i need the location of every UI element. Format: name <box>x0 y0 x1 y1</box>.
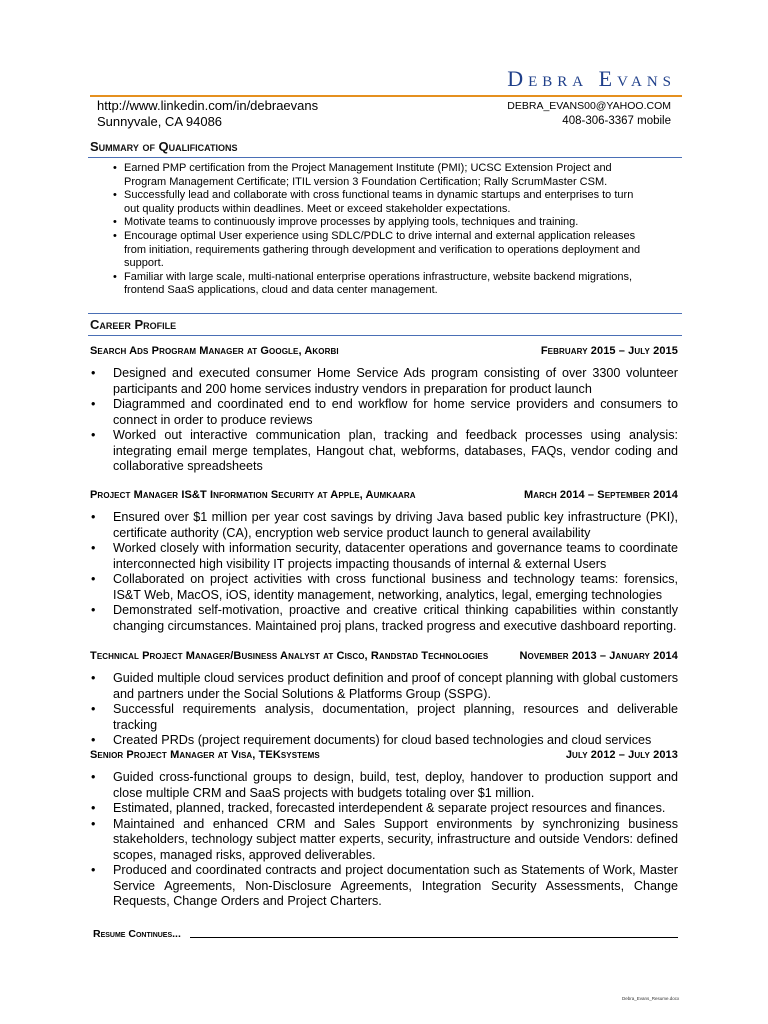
job-header <box>90 650 678 662</box>
job-header <box>90 749 678 761</box>
contact-right <box>507 99 671 129</box>
list-item: • Worked closely with information security, datacenter operations and governance teams to coordinate interconnected high visibility IT projects impacting thousands of internal & external Users <box>90 541 678 572</box>
list-item: • Designed and executed consumer Home Service Ads program consisting of over 3300 volunteer participants and 200 home services industry vendors in preparation for product launch <box>90 366 678 397</box>
job-dates: November 2013 – January 2014 <box>519 650 678 662</box>
career-top-divider <box>88 313 682 314</box>
job-dates: February 2015 – July 2015 <box>540 345 678 357</box>
job-dates: March 2014 – September 2014 <box>523 489 678 501</box>
list-item: • Guided multiple cloud services product definition and proof of concept planning with global customers and partners under the Social Solutions & Platforms Group (SSPG). <box>90 671 678 702</box>
list-item: • Encourage optimal User experience using SDLC/PDLC to drive internal and external application releases from initiation, requirements gathering through development and verification to operations deployment and support. <box>110 230 650 271</box>
list-item: • Collaborated on project activities with cross functional business and technology teams: forensics, IS&T Web, MacOS, iOS, identity management, networking, analytics, legal, emerging technologies <box>90 572 678 603</box>
list-item: • Produced and coordinated contracts and project documentation such as Statements of Work, Master Service Agreements, Non-Disclosure Agreements, Integration Security Assessments, Change Requests, Change Orders and Project Charters. <box>90 863 678 910</box>
phone-number: 408-306-3367 mobile <box>562 115 671 127</box>
resume-continues: Resume Continues... <box>93 928 181 940</box>
job-bullets <box>90 366 678 475</box>
job-bullets <box>90 510 678 634</box>
summary-list <box>110 162 650 298</box>
career-heading: Career Profile <box>90 317 177 332</box>
header-divider <box>90 95 682 97</box>
summary-divider <box>88 157 682 158</box>
list-item: • Successful requirements analysis, documentation, project planning, resources and deliverable tracking <box>90 702 678 733</box>
list-item: • Guided cross-functional groups to design, build, test, deploy, handover to production support and close multiple CRM and SaaS projects with budgets totaling over $1 million. <box>90 770 678 801</box>
career-divider <box>88 335 682 336</box>
list-item: • Created PRDs (project requirement documents) for cloud based technologies and cloud services <box>90 733 678 749</box>
candidate-name: Debra Evans <box>507 66 676 91</box>
contact-left <box>97 98 318 130</box>
linkedin-link[interactable]: http://www.linkedin.com/in/debraevans <box>97 98 319 113</box>
continues-rule <box>190 937 678 938</box>
list-item: • Diagrammed and coordinated end to end workflow for home service providers and consumers to connect in order to produce reviews <box>90 397 678 428</box>
job-bullets <box>90 770 678 910</box>
job-title: Project Manager IS&T Information Security at Apple, Aumkaara <box>90 489 416 501</box>
footer-filename: Debra_Evans_Resume.docx <box>622 996 680 1001</box>
job-bullets <box>90 671 678 749</box>
job-title: Technical Project Manager/Business Analyst at Cisco, Randstad Technologies <box>90 650 489 662</box>
list-item: • Familiar with large scale, multi-national enterprise operations infrastructure, website backend migrations, frontend SaaS applications, cloud and data center management. <box>110 271 650 298</box>
list-item: • Ensured over $1 million per year cost savings by driving Java based public key infrastructure (PKI), certificate authority (CA), encryption web service product launch to general availability <box>90 510 678 541</box>
job-entry <box>90 650 678 749</box>
list-item: • Demonstrated self-motivation, proactive and creative critical thinking capabilities within constantly changing circumstances. Maintained proj plans, tracked progress and executive dashboard reporting. <box>90 603 678 634</box>
list-item: • Successfully lead and collaborate with cross functional teams in dynamic startups and enterprises to turn out quality products within deadlines. Meet or exceed stakeholder expectations. <box>110 189 650 216</box>
list-item: • Estimated, planned, tracked, forecasted interdependent & separate project resources and finances. <box>90 801 678 817</box>
list-item: • Maintained and enhanced CRM and Sales Support environments by synchronizing business stakeholders, technology subject matter experts, security, infrastructure and outside Vendors: defined scopes, managed risks, approved deliverables. <box>90 817 678 864</box>
list-item: • Worked out interactive communication plan, tracking and feedback processes using analysis: integrating email merge templates, Hangout chat, webforms, databases, FAQs, vendor coding and collaborative spreadsheets <box>90 428 678 475</box>
summary-heading: Summary of Qualifications <box>90 139 238 154</box>
list-item: • Motivate teams to continuously improve processes by applying tools, techniques and training. <box>110 216 650 230</box>
email-link[interactable]: DEBRA_EVANS00@YAHOO.COM <box>507 100 671 112</box>
location: Sunnyvale, CA 94086 <box>97 114 223 129</box>
list-item: • Earned PMP certification from the Project Management Institute (PMI); UCSC Extension Project and Program Management Certificate; ITIL version 3 Foundation Certification; Rally ScrumMaster CSM. <box>110 162 650 189</box>
job-entry <box>90 749 678 910</box>
job-entry <box>90 489 678 634</box>
job-title: Senior Project Manager at Visa, TEKsystems <box>90 749 320 761</box>
job-entry <box>90 345 678 475</box>
job-header <box>90 489 678 501</box>
job-header <box>90 345 678 357</box>
job-title: Search Ads Program Manager at Google, Akorbi <box>90 345 339 357</box>
job-dates: July 2012 – July 2013 <box>565 749 678 761</box>
